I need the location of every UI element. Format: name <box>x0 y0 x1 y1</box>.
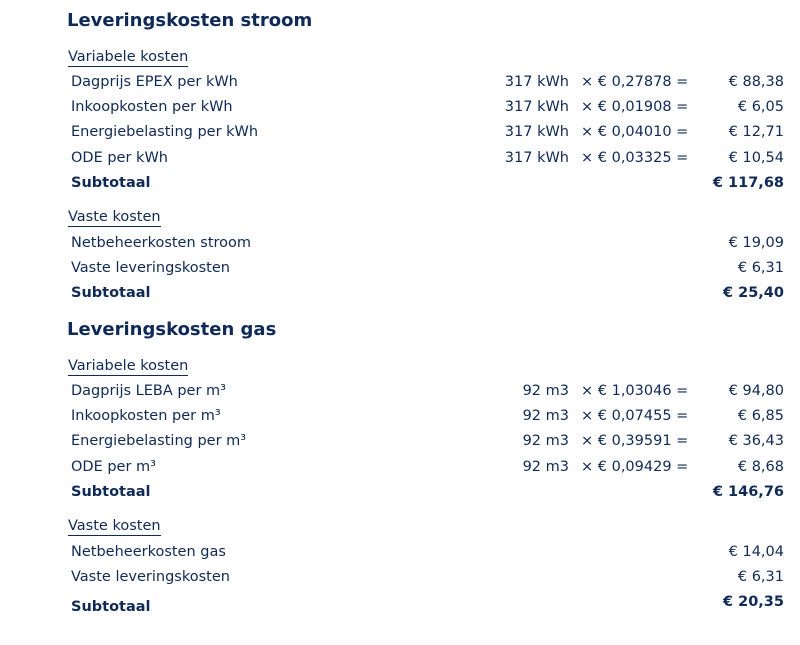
electricity-section-title: Leveringskosten stroom <box>67 10 313 31</box>
row-label: Netbeheerkosten stroom <box>71 235 252 251</box>
row-amount: € 36,43 <box>728 433 784 449</box>
subtotal-label: Subtotaal <box>71 175 151 191</box>
subtotal-row <box>0 173 800 193</box>
row-unit-price: × € 0,27878 = <box>581 74 689 90</box>
table-row <box>0 148 800 168</box>
row-amount: € 94,80 <box>728 383 784 399</box>
row-unit-price: × € 0,01908 = <box>581 99 689 115</box>
row-amount: € 88,38 <box>728 74 784 90</box>
row-quantity: 317 kWh <box>504 124 569 140</box>
table-row <box>0 258 800 278</box>
table-row <box>0 97 800 117</box>
gas-section-title: Leveringskosten gas <box>67 319 277 340</box>
row-label: Dagprijs LEBA per m³ <box>71 383 226 399</box>
row-quantity: 92 m3 <box>522 433 569 449</box>
table-row <box>0 381 800 401</box>
row-label: Inkoopkosten per m³ <box>71 408 221 424</box>
row-label: Dagprijs EPEX per kWh <box>71 74 238 90</box>
subtotal-amount: € 25,40 <box>722 285 784 301</box>
row-amount: € 10,54 <box>728 150 784 166</box>
row-amount: € 19,09 <box>728 235 784 251</box>
row-label: Energiebelasting per kWh <box>71 124 259 140</box>
row-label: ODE per kWh <box>71 150 168 166</box>
subtotal-amount: € 146,76 <box>712 484 784 500</box>
gas-variable-heading: Variabele kosten <box>68 358 189 374</box>
row-label: Inkoopkosten per kWh <box>71 99 233 115</box>
subtotal-row <box>0 482 800 502</box>
row-label: ODE per m³ <box>71 459 156 475</box>
table-row <box>0 122 800 142</box>
row-quantity: 317 kWh <box>504 74 569 90</box>
row-label: Vaste leveringskosten <box>71 569 230 585</box>
row-amount: € 6,31 <box>737 569 784 585</box>
row-quantity: 317 kWh <box>504 99 569 115</box>
row-amount: € 6,05 <box>737 99 784 115</box>
row-amount: € 8,68 <box>737 459 784 475</box>
electricity-variable-heading: Variabele kosten <box>68 49 189 65</box>
table-row <box>0 72 800 92</box>
row-label: Energiebelasting per m³ <box>71 433 247 449</box>
gas-fixed-heading: Vaste kosten <box>68 518 161 534</box>
table-row <box>0 406 800 426</box>
table-row <box>0 542 800 562</box>
table-row <box>0 457 800 477</box>
row-amount: € 6,85 <box>737 408 784 424</box>
row-unit-price: × € 0,07455 = <box>581 408 689 424</box>
row-label: Vaste leveringskosten <box>71 260 230 276</box>
row-unit-price: × € 0,09429 = <box>581 459 689 475</box>
row-unit-price: × € 0,03325 = <box>581 150 689 166</box>
table-row <box>0 233 800 253</box>
subtotal-amount: € 20,35 <box>722 594 784 610</box>
subtotal-label: Subtotaal <box>71 484 151 500</box>
row-quantity: 92 m3 <box>522 408 569 424</box>
row-unit-price: × € 1,03046 = <box>581 383 689 399</box>
subtotal-label: Subtotaal <box>71 599 151 615</box>
row-unit-price: × € 0,39591 = <box>581 433 689 449</box>
row-label: Netbeheerkosten gas <box>71 544 226 560</box>
row-quantity: 317 kWh <box>504 150 569 166</box>
row-quantity: 92 m3 <box>522 459 569 475</box>
table-row <box>0 567 800 587</box>
electricity-fixed-heading: Vaste kosten <box>68 209 161 225</box>
row-amount: € 6,31 <box>737 260 784 276</box>
row-unit-price: × € 0,04010 = <box>581 124 689 140</box>
row-quantity: 92 m3 <box>522 383 569 399</box>
row-amount: € 14,04 <box>728 544 784 560</box>
subtotal-row <box>0 283 800 303</box>
row-amount: € 12,71 <box>728 124 784 140</box>
subtotal-row <box>0 594 800 617</box>
subtotal-label: Subtotaal <box>71 285 151 301</box>
table-row <box>0 431 800 451</box>
subtotal-amount: € 117,68 <box>712 175 784 191</box>
